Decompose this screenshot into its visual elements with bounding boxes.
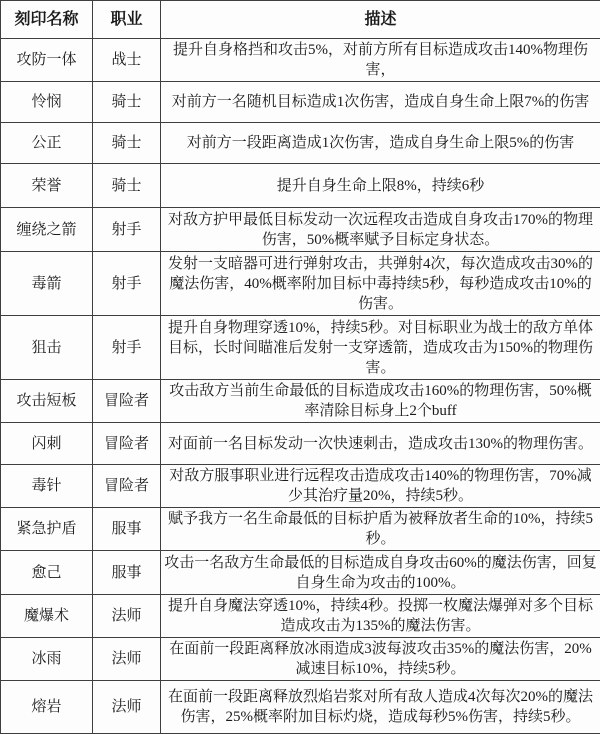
imprint-name-cell: 闪刺 bbox=[1, 423, 93, 465]
job-cell: 战士 bbox=[93, 39, 161, 82]
table-row bbox=[1, 465, 600, 508]
table-row bbox=[1, 82, 600, 123]
desc-cell: 对敌方服事职业进行远程攻击造成攻击140%的物理伤害，70%减少其治疗量20%，持续5秒。 bbox=[161, 465, 600, 508]
imprint-name-cell: 魔爆术 bbox=[1, 595, 93, 638]
header-desc: 描述 bbox=[161, 1, 600, 39]
job-cell: 冒险者 bbox=[93, 465, 161, 508]
imprint-name-cell: 熔岩 bbox=[1, 681, 93, 734]
job-cell: 射手 bbox=[93, 208, 161, 252]
job-cell: 冒险者 bbox=[93, 423, 161, 465]
imprint-name-cell: 缠绕之箭 bbox=[1, 208, 93, 252]
table-row bbox=[1, 164, 600, 208]
imprint-name-cell: 毒箭 bbox=[1, 252, 93, 316]
job-cell: 服事 bbox=[93, 508, 161, 551]
desc-cell: 提升自身物理穿透10%，持续5秒。对目标职业为战士的敌方单体目标，长时间瞄准后发射一支穿透箭，造成攻击为150%的物理伤害。 bbox=[161, 316, 600, 380]
imprint-name-cell: 攻防一体 bbox=[1, 39, 93, 82]
table-row bbox=[1, 508, 600, 551]
job-cell: 骑士 bbox=[93, 164, 161, 208]
job-cell: 法师 bbox=[93, 681, 161, 734]
desc-cell: 在面前一段距离释放冰雨造成3波每波攻击35%的魔法伤害，20%减速目标10%，持续5秒。 bbox=[161, 638, 600, 681]
table-row bbox=[1, 252, 600, 316]
job-cell: 冒险者 bbox=[93, 380, 161, 423]
job-cell: 服事 bbox=[93, 551, 161, 595]
desc-cell: 攻击一名敌方生命最低的目标造成自身攻击60%的魔法伤害，回复自身生命为攻击的100%。 bbox=[161, 551, 600, 595]
table-row bbox=[1, 380, 600, 423]
job-cell: 骑士 bbox=[93, 82, 161, 123]
table-row bbox=[1, 123, 600, 164]
desc-cell: 赋予我方一名生命最低的目标护盾为被释放者生命的10%，持续5秒。 bbox=[161, 508, 600, 551]
desc-cell: 对敌方护甲最低目标发动一次远程攻击造成自身攻击170%的物理伤害，50%概率赋予目标定身状态。 bbox=[161, 208, 600, 252]
job-cell: 射手 bbox=[93, 252, 161, 316]
imprint-name-cell: 狙击 bbox=[1, 316, 93, 380]
header-imprint-name: 刻印名称 bbox=[1, 1, 93, 39]
desc-cell: 攻击敌方当前生命最低的目标造成攻击160%的物理伤害，50%概率清除目标身上2个buff bbox=[161, 380, 600, 423]
imprint-name-cell: 荣誉 bbox=[1, 164, 93, 208]
desc-cell: 提升自身格挡和攻击5%，对前方所有目标造成攻击140%物理伤害， bbox=[161, 39, 600, 82]
table-row bbox=[1, 208, 600, 252]
imprint-name-cell: 公正 bbox=[1, 123, 93, 164]
desc-cell: 提升自身魔法穿透10%，持续4秒。投掷一枚魔法爆弹对多个目标造成攻击为135%的魔法伤害。 bbox=[161, 595, 600, 638]
table-row bbox=[1, 681, 600, 734]
imprint-name-cell: 冰雨 bbox=[1, 638, 93, 681]
job-cell: 骑士 bbox=[93, 123, 161, 164]
desc-cell: 对前方一段距离造成1次伤害，造成自身生命上限5%的伤害 bbox=[161, 123, 600, 164]
job-cell: 法师 bbox=[93, 595, 161, 638]
imprint-name-cell: 愈己 bbox=[1, 551, 93, 595]
job-cell: 法师 bbox=[93, 638, 161, 681]
header-row bbox=[1, 1, 600, 39]
table-row bbox=[1, 595, 600, 638]
job-cell: 射手 bbox=[93, 316, 161, 380]
imprint-name-cell: 毒针 bbox=[1, 465, 93, 508]
table-row bbox=[1, 316, 600, 380]
desc-cell: 提升自身生命上限8%，持续6秒 bbox=[161, 164, 600, 208]
desc-cell: 对面前一名目标发动一次快速刺击，造成攻击130%的物理伤害。 bbox=[161, 423, 600, 465]
header-job: 职业 bbox=[93, 1, 161, 39]
table-row bbox=[1, 551, 600, 595]
table-row bbox=[1, 39, 600, 82]
desc-cell: 对前方一名随机目标造成1次伤害，造成自身生命上限7%的伤害 bbox=[161, 82, 600, 123]
imprint-name-cell: 怜悯 bbox=[1, 82, 93, 123]
imprint-name-cell: 紧急护盾 bbox=[1, 508, 93, 551]
imprint-name-cell: 攻击短板 bbox=[1, 380, 93, 423]
desc-cell: 发射一支暗器可进行弹射攻击，共弹射4次，每次造成攻击30%的魔法伤害，40%概率附加目标中毒持续5秒，每秒造成攻击10%的伤害。 bbox=[161, 252, 600, 316]
table-row bbox=[1, 638, 600, 681]
desc-cell: 在面前一段距离释放烈焰岩浆对所有敌人造成4次每次20%的魔法伤害，25%概率附加目标灼烧，造成每秒5%伤害，持续5秒。 bbox=[161, 681, 600, 734]
table-row bbox=[1, 423, 600, 465]
